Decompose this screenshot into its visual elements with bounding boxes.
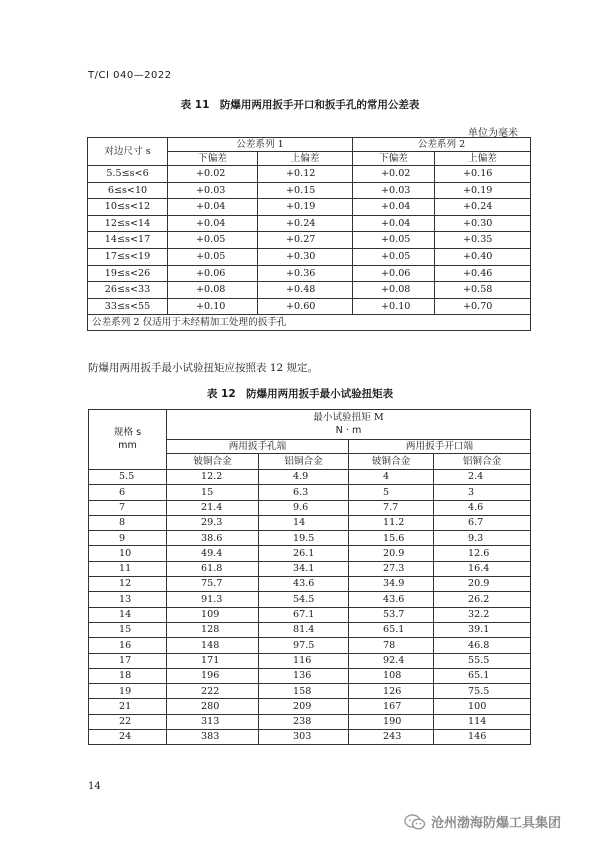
col-size-header: 对边尺寸 s: [88, 138, 168, 166]
body-sentence: 防爆用两用扳手最小试验扭矩应按照表 12 规定。: [88, 362, 319, 374]
table-row: [89, 546, 531, 561]
table-cell: 19.5: [259, 531, 349, 546]
table-cell: 34.9: [349, 577, 434, 592]
table-cell: 18: [89, 668, 167, 683]
table-cell: 33≤s<55: [88, 298, 168, 315]
table-cell: 26.2: [434, 592, 531, 607]
table-row: [89, 668, 531, 683]
table-cell: 5.5: [89, 470, 167, 485]
table-cell: 26.1: [259, 546, 349, 561]
upper-header: 上偏差: [258, 152, 353, 166]
table-row: [88, 215, 531, 232]
table-cell: +0.10: [353, 298, 435, 315]
table-cell: 53.7: [349, 607, 434, 622]
table-row: [89, 622, 531, 637]
table-cell: 158: [259, 684, 349, 699]
table-cell: 11.2: [349, 515, 434, 530]
table-cell: 75.5: [434, 684, 531, 699]
table-cell: 65.1: [349, 622, 434, 637]
table-cell: 4.6: [434, 500, 531, 515]
table-row: [89, 699, 531, 714]
table-row: [88, 182, 531, 199]
unit-note: 单位为毫米: [468, 128, 518, 139]
table-cell: 55.5: [434, 653, 531, 668]
table-cell: 222: [167, 684, 259, 699]
table-cell: +0.16: [435, 166, 531, 183]
table-cell: 49.4: [167, 546, 259, 561]
torque-table: [88, 409, 531, 745]
table-cell: 9.6: [259, 500, 349, 515]
table-cell: 12: [89, 577, 167, 592]
table-row: [89, 638, 531, 653]
table-row: [89, 470, 531, 485]
table-cell: 17≤s<19: [88, 248, 168, 265]
series2-header: 公差系列 2: [353, 138, 531, 152]
table-cell: +0.02: [168, 166, 258, 183]
table-cell: +0.58: [435, 282, 531, 299]
size-label: 规格 s: [113, 427, 142, 439]
table-cell: 14≤s<17: [88, 232, 168, 249]
table-cell: 13: [89, 592, 167, 607]
table-cell: +0.40: [435, 248, 531, 265]
table-row: [89, 500, 531, 515]
table-cell: +0.04: [168, 199, 258, 216]
table-cell: 12≤s<14: [88, 215, 168, 232]
table-cell: 97.5: [259, 638, 349, 653]
table-cell: 78: [349, 638, 434, 653]
table-cell: 10≤s<12: [88, 199, 168, 216]
table-row: [89, 607, 531, 622]
hole-end-header: 两用扳手孔端: [167, 440, 349, 454]
table-cell: 146: [434, 730, 531, 745]
table-cell: +0.35: [435, 232, 531, 249]
table-cell: 136: [259, 668, 349, 683]
table-cell: 54.5: [259, 592, 349, 607]
table-cell: +0.05: [353, 248, 435, 265]
table-cell: 20.9: [349, 546, 434, 561]
table-cell: 5: [349, 485, 434, 500]
table-row: [89, 561, 531, 576]
table-cell: +0.03: [168, 182, 258, 199]
table-cell: 128: [167, 622, 259, 637]
table-cell: 12.6: [434, 546, 531, 561]
table-cell: 15.6: [349, 531, 434, 546]
table-cell: 10: [89, 546, 167, 561]
table-cell: 81.4: [259, 622, 349, 637]
beryllium-copper-header: 铍铜合金: [167, 454, 259, 470]
table-cell: 114: [434, 714, 531, 729]
aluminum-copper-header: 铝铜合金: [434, 454, 531, 470]
table-cell: 9.3: [434, 531, 531, 546]
table-cell: 15: [167, 485, 259, 500]
upper-header: 上偏差: [435, 152, 531, 166]
watermark-text: 沧州渤海防爆工具集团: [431, 816, 562, 831]
table-cell: 65.1: [434, 668, 531, 683]
table-cell: 19≤s<26: [88, 265, 168, 282]
table-cell: 43.6: [349, 592, 434, 607]
table-row: [88, 248, 531, 265]
table-cell: 6: [89, 485, 167, 500]
table-cell: 15: [89, 622, 167, 637]
table-cell: 9: [89, 531, 167, 546]
table-cell: 5.5≤s<6: [88, 166, 168, 183]
table-cell: +0.19: [258, 199, 353, 216]
table-cell: 11: [89, 561, 167, 576]
table-cell: 3: [434, 485, 531, 500]
table-row: [88, 199, 531, 216]
table-cell: +0.70: [435, 298, 531, 315]
table-cell: +0.48: [258, 282, 353, 299]
table-cell: 26≤s<33: [88, 282, 168, 299]
table-cell: +0.46: [435, 265, 531, 282]
table-cell: 14: [89, 607, 167, 622]
table-cell: +0.05: [168, 248, 258, 265]
table-cell: 100: [434, 699, 531, 714]
table-cell: 148: [167, 638, 259, 653]
table-cell: 243: [349, 730, 434, 745]
table-cell: +0.04: [353, 215, 435, 232]
table-cell: 303: [259, 730, 349, 745]
table-cell: 46.8: [434, 638, 531, 653]
size-unit: mm: [118, 440, 137, 451]
beryllium-copper-header: 铍铜合金: [349, 454, 434, 470]
table-cell: 6.7: [434, 515, 531, 530]
watermark: [404, 812, 561, 831]
open-end-header: 两用扳手开口端: [349, 440, 531, 454]
table-row: [89, 531, 531, 546]
aluminum-copper-header: 铝铜合金: [259, 454, 349, 470]
torque-header: [167, 410, 531, 440]
table-cell: 190: [349, 714, 434, 729]
table-cell: 126: [349, 684, 434, 699]
table-row: [89, 577, 531, 592]
table-row: [89, 653, 531, 668]
table-cell: +0.24: [258, 215, 353, 232]
table-cell: 209: [259, 699, 349, 714]
table-cell: 27.3: [349, 561, 434, 576]
table-cell: 91.3: [167, 592, 259, 607]
table-cell: +0.08: [168, 282, 258, 299]
table-row: [89, 485, 531, 500]
table-cell: 108: [349, 668, 434, 683]
col-size-header: [89, 410, 167, 470]
table-cell: +0.02: [353, 166, 435, 183]
table-cell: +0.05: [353, 232, 435, 249]
table-cell: 75.7: [167, 577, 259, 592]
table-row: [88, 232, 531, 249]
table-cell: +0.03: [353, 182, 435, 199]
lower-header: 下偏差: [353, 152, 435, 166]
table-cell: +0.08: [353, 282, 435, 299]
table-row: [89, 515, 531, 530]
table-row: [89, 714, 531, 729]
table-cell: 21.4: [167, 500, 259, 515]
table-cell: 32.2: [434, 607, 531, 622]
table-cell: 24: [89, 730, 167, 745]
table-cell: 34.1: [259, 561, 349, 576]
table-cell: +0.12: [258, 166, 353, 183]
table-cell: +0.06: [353, 265, 435, 282]
table11-caption: 表 11 防爆用两用扳手开口和扳手孔的常用公差表: [180, 99, 420, 111]
table-cell: 280: [167, 699, 259, 714]
table-cell: 38.6: [167, 531, 259, 546]
torque-label: 最小试验扭矩 M: [313, 412, 384, 424]
table-cell: 2.4: [434, 470, 531, 485]
wechat-icon: [404, 814, 426, 830]
table-cell: +0.15: [258, 182, 353, 199]
table-cell: 67.1: [259, 607, 349, 622]
table-cell: 14: [259, 515, 349, 530]
table-row: [88, 298, 531, 315]
table-cell: 116: [259, 653, 349, 668]
table-cell: 61.8: [167, 561, 259, 576]
table-cell: 39.1: [434, 622, 531, 637]
table-cell: +0.04: [168, 215, 258, 232]
table-cell: +0.60: [258, 298, 353, 315]
table-row: [89, 592, 531, 607]
table-cell: +0.04: [353, 199, 435, 216]
table-cell: 238: [259, 714, 349, 729]
table-cell: 167: [349, 699, 434, 714]
table-cell: +0.05: [168, 232, 258, 249]
table-cell: +0.30: [258, 248, 353, 265]
table-cell: 21: [89, 699, 167, 714]
table-row: [89, 730, 531, 745]
table-row: [89, 684, 531, 699]
table-cell: 4.9: [259, 470, 349, 485]
table-cell: 17: [89, 653, 167, 668]
standard-code: T/CI 040—2022: [88, 70, 172, 81]
table-cell: 16.4: [434, 561, 531, 576]
torque-unit: N · m: [335, 425, 362, 436]
table-cell: 22: [89, 714, 167, 729]
lower-header: 下偏差: [168, 152, 258, 166]
page-number: 14: [88, 781, 101, 792]
table-cell: 43.6: [259, 577, 349, 592]
table11-note: 公差系列 2 仅适用于未经精加工处理的扳手孔: [88, 315, 531, 331]
table-cell: 383: [167, 730, 259, 745]
table-cell: 7.7: [349, 500, 434, 515]
table-cell: 16: [89, 638, 167, 653]
tolerance-table: [87, 137, 531, 331]
table-cell: 196: [167, 668, 259, 683]
table-cell: 12.2: [167, 470, 259, 485]
table-cell: 109: [167, 607, 259, 622]
table-cell: 6.3: [259, 485, 349, 500]
table-cell: 19: [89, 684, 167, 699]
table-cell: 4: [349, 470, 434, 485]
table-row: [88, 265, 531, 282]
table-cell: 8: [89, 515, 167, 530]
table-cell: +0.30: [435, 215, 531, 232]
table-cell: 92.4: [349, 653, 434, 668]
table-cell: 29.3: [167, 515, 259, 530]
table-cell: 7: [89, 500, 167, 515]
table-cell: 171: [167, 653, 259, 668]
table-row: [88, 166, 531, 183]
table-row: [88, 282, 531, 299]
table-cell: +0.27: [258, 232, 353, 249]
table-cell: +0.06: [168, 265, 258, 282]
table-cell: 6≤s<10: [88, 182, 168, 199]
table-cell: +0.19: [435, 182, 531, 199]
table-cell: 313: [167, 714, 259, 729]
table12-caption: 表 12 防爆用两用扳手最小试验扭矩表: [206, 388, 394, 400]
table-cell: +0.36: [258, 265, 353, 282]
table-cell: +0.10: [168, 298, 258, 315]
table-cell: +0.24: [435, 199, 531, 216]
table-cell: 20.9: [434, 577, 531, 592]
series1-header: 公差系列 1: [168, 138, 353, 152]
